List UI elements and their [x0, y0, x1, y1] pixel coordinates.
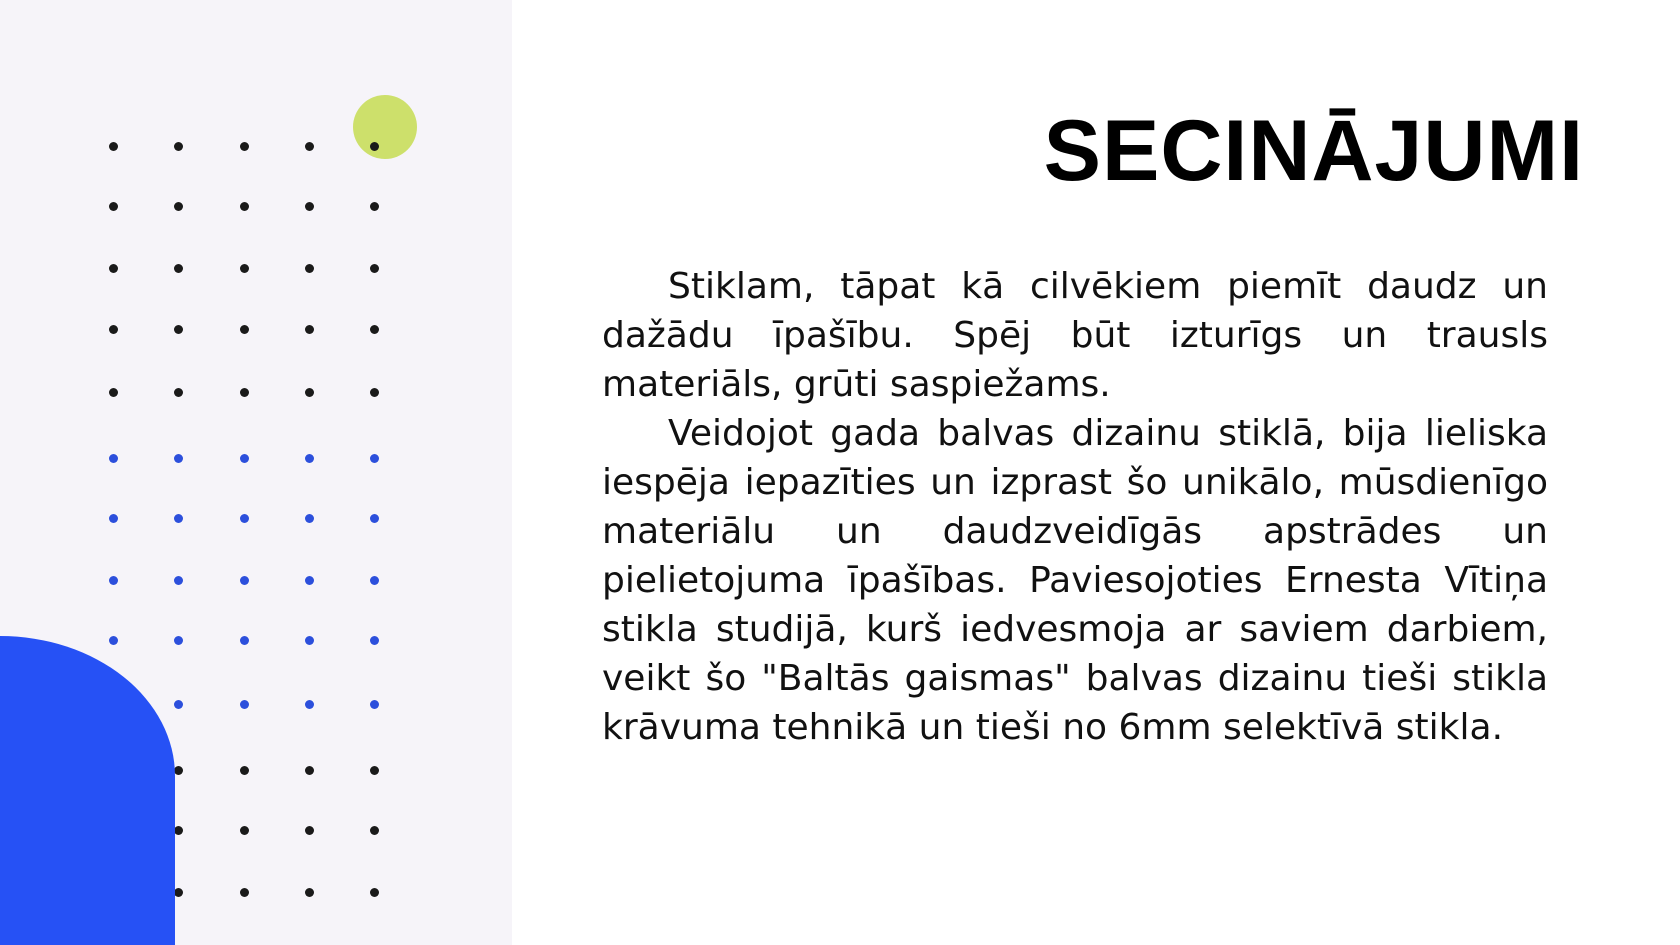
- decorative-dot: [240, 388, 249, 397]
- decorative-dot: [240, 766, 249, 775]
- decorative-dot: [305, 264, 314, 273]
- decorative-panel: [0, 0, 512, 945]
- decorative-dot: [240, 636, 249, 645]
- decorative-dot: [109, 388, 118, 397]
- decorative-dot: [370, 264, 379, 273]
- decorative-dot: [240, 514, 249, 523]
- decorative-dot: [240, 454, 249, 463]
- decorative-dot: [109, 142, 118, 151]
- decorative-dot: [305, 142, 314, 151]
- decorative-dot: [240, 264, 249, 273]
- decorative-dot: [109, 264, 118, 273]
- decorative-dot: [109, 514, 118, 523]
- decorative-dot: [240, 325, 249, 334]
- decorative-dot: [370, 888, 379, 897]
- decorative-dot: [305, 514, 314, 523]
- decorative-dot: [305, 888, 314, 897]
- decorative-dot: [174, 142, 183, 151]
- paragraph-1: Stiklam, tāpat kā cilvēkiem piemīt daudz un dažādu īpašību. Spēj būt izturīgs un trausls materiāls, grūti saspiežams.: [602, 266, 1548, 405]
- paragraph-2: Veidojot gada balvas dizainu stiklā, bija lieliska iespēja iepazīties un izprast šo unikālo, mūsdienīgo materiālu un daudzveidīgās apstrādes un pielietojuma īpašības. Paviesojoties Ernesta Vītiņa stikla studijā, kurš iedvesmoja ar saviem darbiem, veikt šo "Baltās gaismas" balvas dizainu tieši stikla krāvuma tehnikā un tieši no 6mm selektīvā stikla.: [602, 413, 1548, 748]
- slide-body: [602, 262, 1548, 752]
- decorative-dot: [240, 700, 249, 709]
- decorative-dot: [174, 388, 183, 397]
- decorative-dot: [305, 636, 314, 645]
- decorative-dot: [109, 325, 118, 334]
- decorative-dot: [370, 576, 379, 585]
- decorative-dot: [370, 700, 379, 709]
- decorative-dot: [174, 576, 183, 585]
- decorative-dot: [109, 576, 118, 585]
- decorative-dot: [305, 700, 314, 709]
- decorative-dot: [370, 826, 379, 835]
- decorative-dot: [174, 202, 183, 211]
- decorative-dot: [370, 142, 379, 151]
- decorative-dot: [174, 454, 183, 463]
- decorative-dot: [370, 202, 379, 211]
- decorative-dot: [174, 264, 183, 273]
- decorative-dot: [240, 142, 249, 151]
- decorative-dot: [240, 202, 249, 211]
- decorative-dot: [305, 826, 314, 835]
- slide-title: SECINĀJUMI: [1043, 103, 1584, 199]
- decorative-dot: [109, 202, 118, 211]
- decorative-dot: [370, 514, 379, 523]
- decorative-dot: [240, 888, 249, 897]
- decorative-dot: [370, 766, 379, 775]
- decorative-dot: [370, 454, 379, 463]
- decorative-dot: [305, 454, 314, 463]
- decorative-dot: [240, 576, 249, 585]
- decorative-dot: [305, 202, 314, 211]
- decorative-dot: [109, 636, 118, 645]
- decorative-dot: [370, 636, 379, 645]
- decorative-dot: [305, 325, 314, 334]
- decorative-dot: [370, 325, 379, 334]
- decorative-dot: [305, 388, 314, 397]
- decorative-dot: [109, 454, 118, 463]
- decorative-dot: [370, 388, 379, 397]
- decorative-dot: [174, 700, 183, 709]
- decorative-dot: [240, 826, 249, 835]
- decorative-dot: [174, 514, 183, 523]
- decorative-dot: [174, 636, 183, 645]
- decorative-dot: [174, 325, 183, 334]
- decorative-dot: [305, 576, 314, 585]
- decorative-dot: [305, 766, 314, 775]
